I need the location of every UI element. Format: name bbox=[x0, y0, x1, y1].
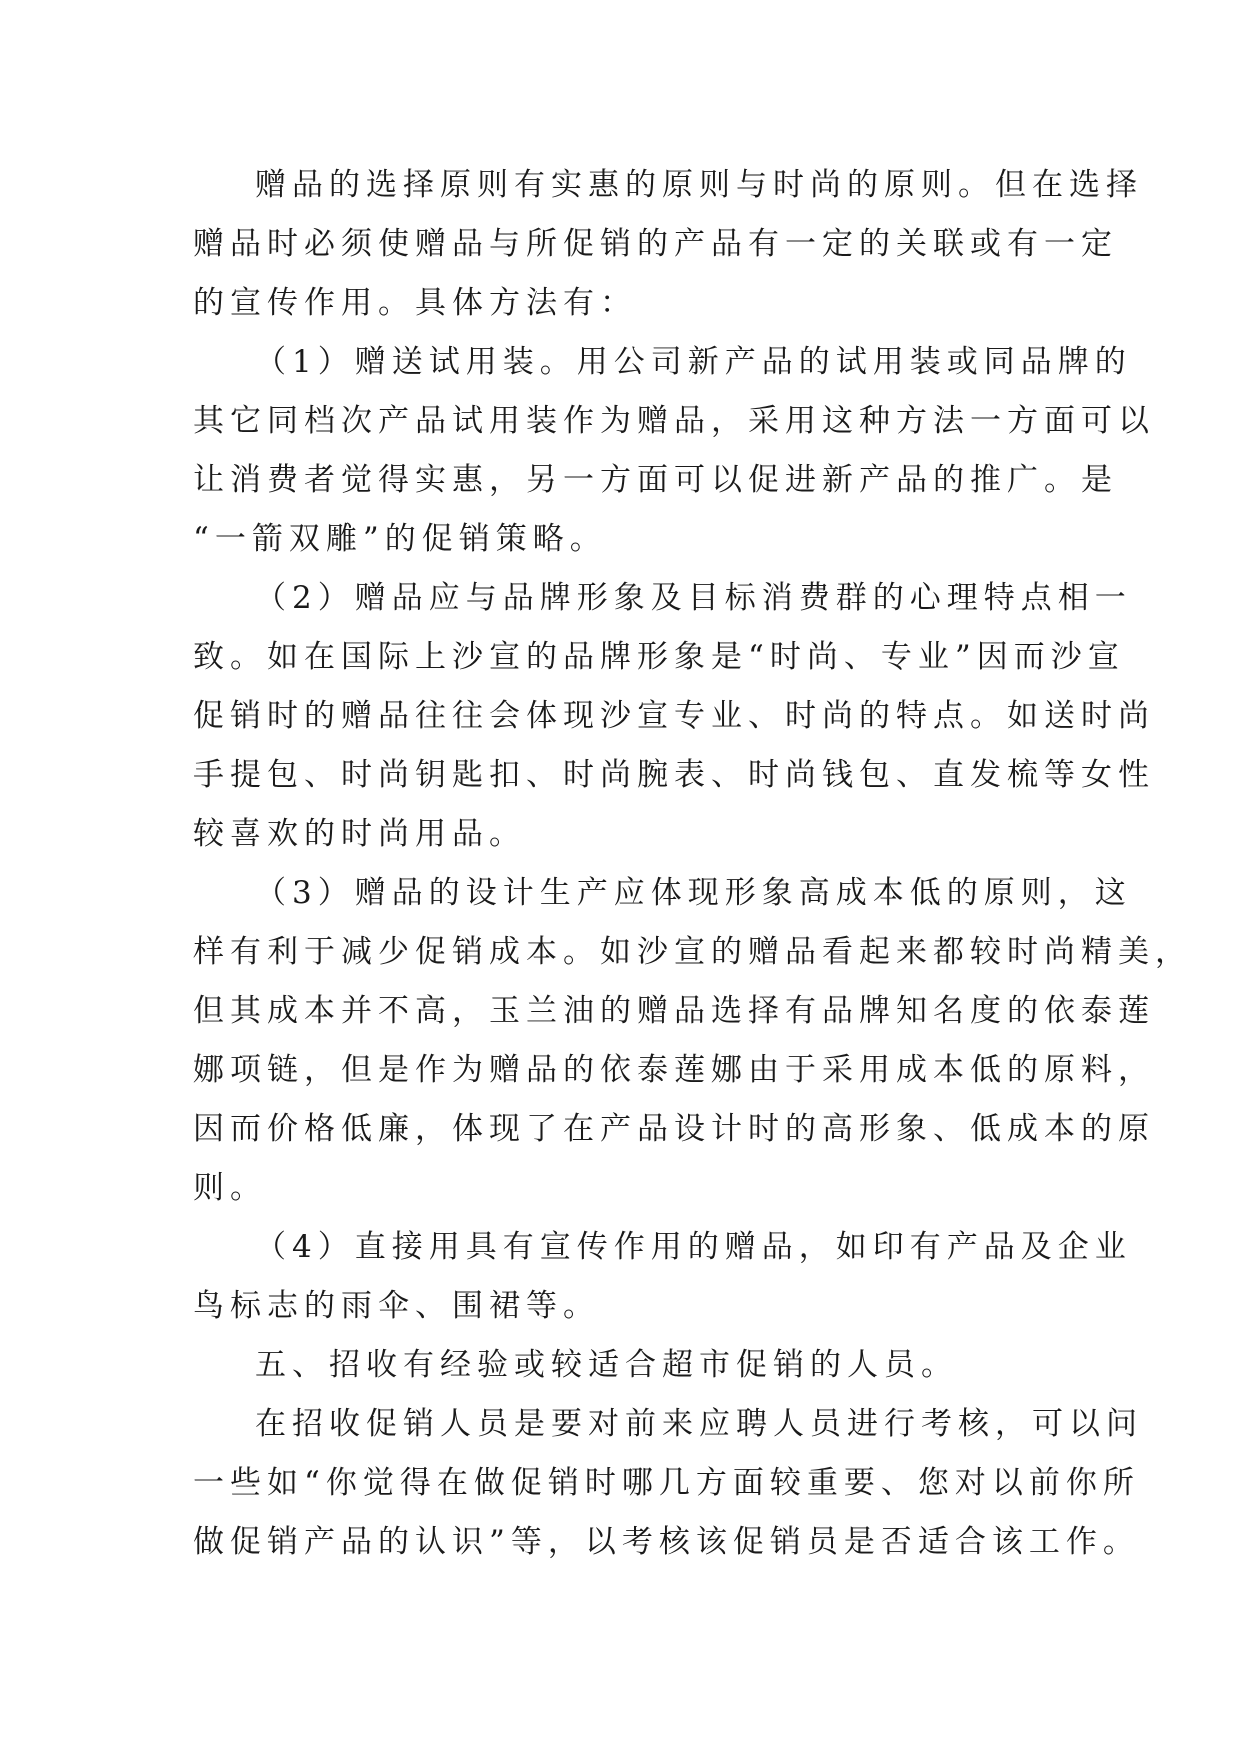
paragraph-line: 娜项链，但是作为赠品的依泰莲娜由于采用成本低的原料， bbox=[193, 1052, 1155, 1088]
paragraph-line: 在招收促销人员是要对前来应聘人员进行考核，可以问 bbox=[255, 1406, 1143, 1442]
paragraph-line: 赠品时必须使赠品与所促销的产品有一定的关联或有一定 bbox=[193, 226, 1118, 262]
paragraph-line: （3）赠品的设计生产应体现形象高成本低的原则，这 bbox=[255, 875, 1132, 911]
paragraph-line: 致。如在国际上沙宣的品牌形象是“时尚、专业”因而沙宣 bbox=[193, 639, 1125, 675]
paragraph-line: 样有利于减少促销成本。如沙宣的赠品看起来都较时尚精美， bbox=[193, 934, 1192, 970]
paragraph-line: 其它同档次产品试用装作为赠品，采用这种方法一方面可以 bbox=[193, 403, 1155, 439]
body-text bbox=[193, 156, 1192, 1572]
paragraph-line: 但其成本并不高，玉兰油的赠品选择有品牌知名度的依泰莲 bbox=[193, 993, 1155, 1029]
paragraph-line: 鸟标志的雨伞、围裙等。 bbox=[193, 1288, 600, 1324]
paragraph-line: （1）赠送试用装。用公司新产品的试用装或同品牌的 bbox=[255, 344, 1132, 380]
paragraph-line: 的宣传作用。具体方法有： bbox=[193, 285, 637, 321]
paragraph-line: 让消费者觉得实惠，另一方面可以促进新产品的推广。是 bbox=[193, 462, 1118, 498]
paragraph-line: 赠品的选择原则有实惠的原则与时尚的原则。但在选择 bbox=[255, 167, 1143, 203]
paragraph-line: （2）赠品应与品牌形象及目标消费群的心理特点相一 bbox=[255, 580, 1132, 616]
paragraph-line: 则。 bbox=[193, 1170, 267, 1206]
paragraph-line: 一些如“你觉得在做促销时哪几方面较重要、您对以前你所 bbox=[193, 1465, 1140, 1501]
paragraph-line: （4）直接用具有宣传作用的赠品，如印有产品及企业 bbox=[255, 1229, 1132, 1265]
paragraph-line: 手提包、时尚钥匙扣、时尚腕表、时尚钱包、直发梳等女性 bbox=[193, 757, 1155, 793]
section-heading: 五、招收有经验或较适合超市促销的人员。 bbox=[255, 1347, 958, 1383]
paragraph-line: 较喜欢的时尚用品。 bbox=[193, 816, 526, 852]
paragraph-line: 做促销产品的认识”等，以考核该促销员是否适合该工作。 bbox=[193, 1524, 1140, 1560]
paragraph-line: “一箭双雕”的促销策略。 bbox=[193, 521, 607, 557]
paragraph-line: 因而价格低廉，体现了在产品设计时的高形象、低成本的原 bbox=[193, 1111, 1155, 1147]
paragraph-line: 促销时的赠品往往会体现沙宣专业、时尚的特点。如送时尚 bbox=[193, 698, 1155, 734]
